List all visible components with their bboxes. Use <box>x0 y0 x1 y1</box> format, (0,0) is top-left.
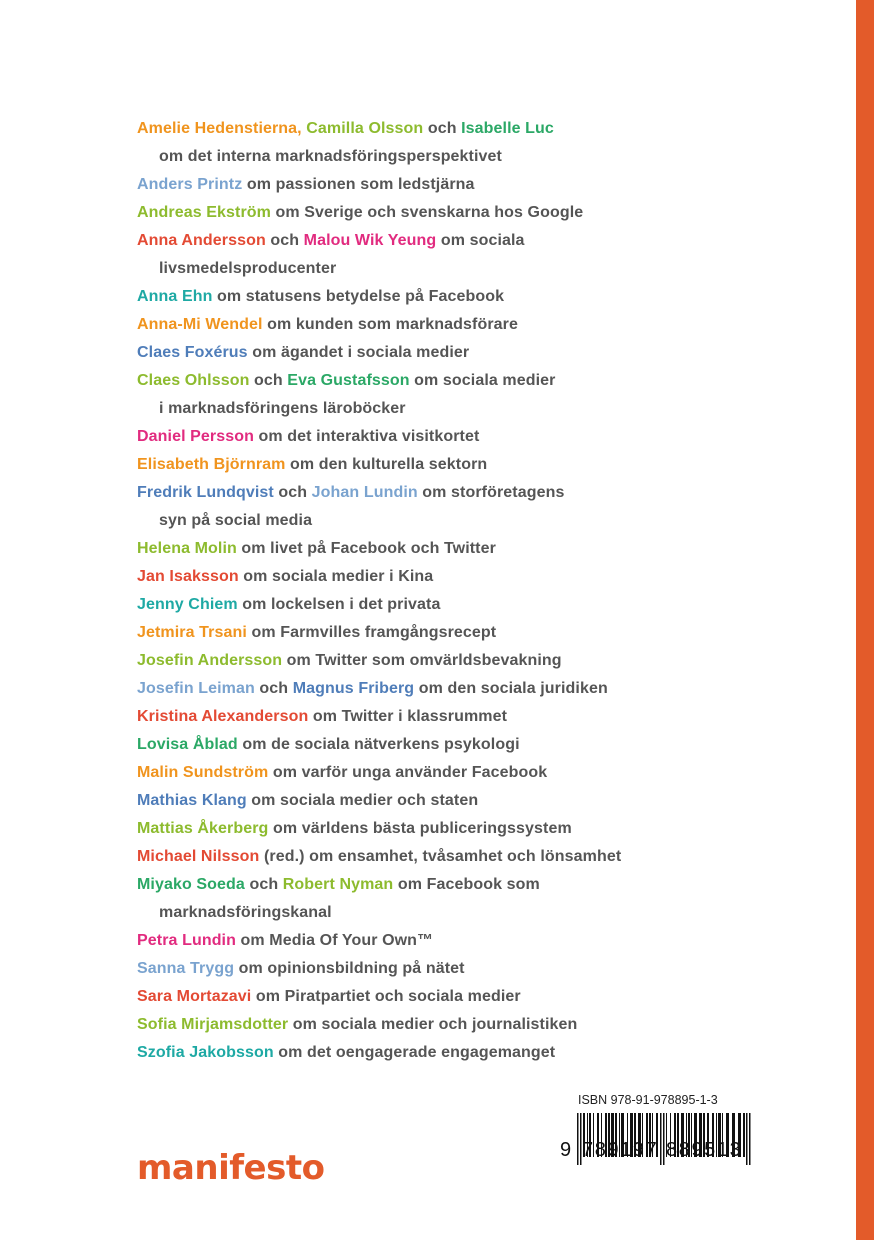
contributor-line <box>137 759 837 787</box>
contributor-name: Claes Ohlsson <box>137 372 250 389</box>
contributor-name: Sara Mortazavi <box>137 988 252 1005</box>
contributor-name: Robert Nyman <box>282 876 394 893</box>
topic-text: och <box>265 232 304 249</box>
contributor-line <box>137 815 837 843</box>
topic-text: om sociala <box>436 232 525 249</box>
contributor-line <box>137 675 837 703</box>
contributor-line <box>137 367 837 395</box>
contributor-name: Mattias Åkerberg <box>137 820 269 837</box>
contributor-line <box>137 283 837 311</box>
contributor-line <box>137 955 837 983</box>
contributor-line <box>137 703 837 731</box>
topic-text: om det oengagerade engagemanget <box>273 1044 556 1061</box>
barcode-digits-right: 889513 <box>666 1139 743 1161</box>
topic-text: om sociala medier och journalistiken <box>288 1016 578 1033</box>
contributor-name: Amelie Hedenstierna, <box>137 120 302 137</box>
publisher-logo: manifesto <box>137 1148 325 1188</box>
barcode-digits-left: 789197 <box>582 1139 659 1161</box>
contributor-line <box>137 927 837 955</box>
topic-text: och <box>273 484 312 501</box>
topic-text: om ägandet i sociala medier <box>247 344 470 361</box>
topic-text: och <box>254 680 293 697</box>
topic-text: om Media Of Your Own™ <box>235 932 434 949</box>
contributor-line-continuation <box>137 395 837 423</box>
contributor-line <box>137 787 837 815</box>
contributor-name: Michael Nilsson <box>137 848 260 865</box>
contributor-name: Mathias Klang <box>137 792 247 809</box>
topic-text: syn på social media <box>159 512 313 529</box>
isbn-label: ISBN 978-91-978895-1-3 <box>578 1093 718 1107</box>
contributor-name: Jetmira Trsani <box>137 624 247 641</box>
contributor-name: Jan Isaksson <box>137 568 239 585</box>
contributor-name: Elisabeth Björnram <box>137 456 286 473</box>
contributor-line <box>137 1039 837 1067</box>
contributor-name: Anna Ehn <box>137 288 213 305</box>
topic-text: om opinionsbildning på nätet <box>234 960 465 977</box>
contributor-line <box>137 871 837 899</box>
contributor-line <box>137 479 837 507</box>
contributor-name: Kristina Alexanderson <box>137 708 309 725</box>
contributor-line <box>137 591 837 619</box>
topic-text: om Facebook som <box>393 876 540 893</box>
topic-text: om det interna marknadsföringsperspektivet <box>159 148 502 165</box>
contributor-name: Josefin Andersson <box>137 652 283 669</box>
contributor-line <box>137 1011 837 1039</box>
contributor-name: Sanna Trygg <box>137 960 235 977</box>
topic-text: marknadsföringskanal <box>159 904 332 921</box>
topic-text: om sociala medier och staten <box>246 792 479 809</box>
topic-text: om Sverige och svenskarna hos Google <box>271 204 584 221</box>
contributor-line <box>137 199 837 227</box>
contributor-name: Szofia Jakobsson <box>137 1044 274 1061</box>
topic-text: (red.) om ensamhet, tvåsamhet och lönsamhet <box>259 848 622 865</box>
contributor-name: Malou Wik Yeung <box>303 232 437 249</box>
topic-text: och <box>244 876 283 893</box>
contributor-line <box>137 311 837 339</box>
contributor-line <box>137 227 837 255</box>
contributor-name: Malin Sundström <box>137 764 269 781</box>
topic-text: om livet på Facebook och Twitter <box>236 540 496 557</box>
topic-text: om Farmvilles framgångsrecept <box>246 624 497 641</box>
topic-text: om Piratpartiet och sociala medier <box>251 988 521 1005</box>
topic-text: om storföretagens <box>417 484 565 501</box>
contributor-name: Jenny Chiem <box>137 596 238 613</box>
contributor-line <box>137 983 837 1011</box>
contributor-line-continuation <box>137 899 837 927</box>
contributor-name: Anna-Mi Wendel <box>137 316 263 333</box>
topic-text: om statusens betydelse på Facebook <box>212 288 505 305</box>
contributor-name: Sofia Mirjamsdotter <box>137 1016 289 1033</box>
topic-text: och <box>423 120 462 137</box>
contributor-name: Magnus Friberg <box>292 680 415 697</box>
contributor-line <box>137 647 837 675</box>
contributor-line <box>137 171 837 199</box>
contributor-list <box>137 115 837 1067</box>
topic-text: livsmedelsproducenter <box>159 260 337 277</box>
contributor-line <box>137 731 837 759</box>
contributor-name: Andreas Ekström <box>137 204 271 221</box>
contributor-name: Fredrik Lundqvist <box>137 484 274 501</box>
contributor-line <box>137 423 837 451</box>
topic-text: om Twitter i klassrummet <box>308 708 508 725</box>
topic-text: och <box>249 372 288 389</box>
contributor-name: Eva Gustafsson <box>287 372 410 389</box>
topic-text: om varför unga använder Facebook <box>268 764 548 781</box>
topic-text: om passionen som ledstjärna <box>242 176 475 193</box>
contributor-name: Isabelle Luc <box>461 120 554 137</box>
contributor-line <box>137 563 837 591</box>
contributor-line <box>137 535 837 563</box>
contributor-name: Miyako Soeda <box>137 876 245 893</box>
contributor-name: Claes Foxérus <box>137 344 248 361</box>
contributor-name: Daniel Persson <box>137 428 255 445</box>
contributor-line <box>137 115 837 143</box>
contributor-name: Petra Lundin <box>137 932 236 949</box>
topic-text: om världens bästa publiceringssystem <box>268 820 572 837</box>
topic-text: om den kulturella sektorn <box>285 456 488 473</box>
contributor-name: Anna Andersson <box>137 232 266 249</box>
topic-text: om de sociala nätverkens psykologi <box>237 736 520 753</box>
topic-text: om Twitter som omvärldsbevakning <box>282 652 562 669</box>
contributor-line-continuation <box>137 507 837 535</box>
contributor-line-continuation <box>137 255 837 283</box>
contributor-name: Josefin Leiman <box>137 680 255 697</box>
contributor-line <box>137 339 837 367</box>
contributor-name: Camilla Olsson <box>306 120 424 137</box>
topic-text: om det interaktiva visitkortet <box>254 428 480 445</box>
topic-text: om sociala medier <box>409 372 556 389</box>
contributor-name: Johan Lundin <box>311 484 418 501</box>
contributor-name: Helena Molin <box>137 540 237 557</box>
barcode-digit-first: 9 <box>560 1139 572 1161</box>
contributor-line <box>137 843 837 871</box>
book-spine-stripe <box>856 0 874 1240</box>
contributor-line-continuation <box>137 143 837 171</box>
topic-text: om den sociala juridiken <box>414 680 608 697</box>
contributor-line <box>137 451 837 479</box>
topic-text: i marknadsföringens läroböcker <box>159 400 406 417</box>
topic-text: om lockelsen i det privata <box>237 596 441 613</box>
contributor-name: Lovisa Åblad <box>137 736 238 753</box>
contributor-name: Anders Printz <box>137 176 243 193</box>
contributor-line <box>137 619 837 647</box>
topic-text: om kunden som marknadsförare <box>262 316 518 333</box>
topic-text: om sociala medier i Kina <box>238 568 434 585</box>
